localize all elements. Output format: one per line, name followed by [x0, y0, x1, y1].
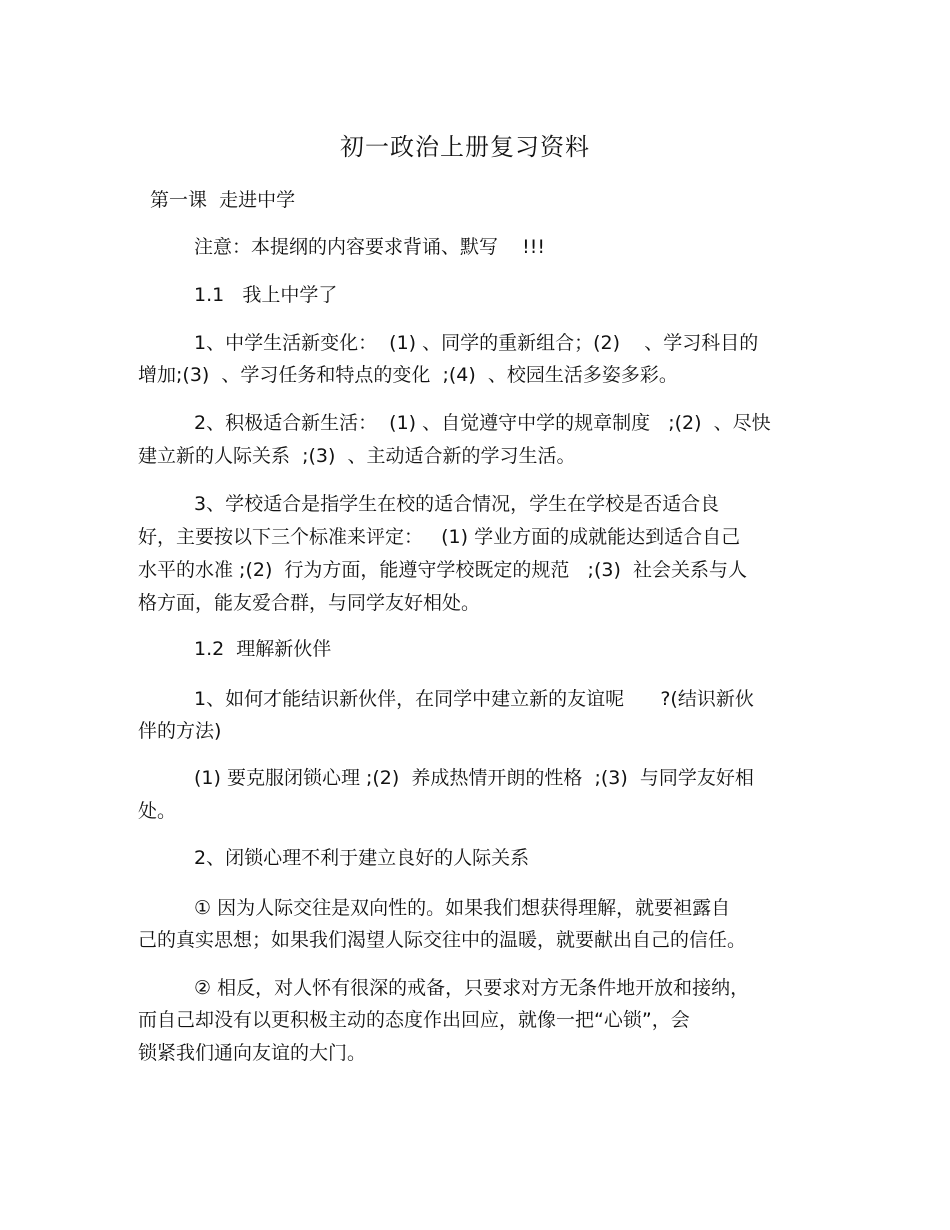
paragraph-line: 1、中学生活新变化： (1) 、同学的重新组合；(2) 、学习科目的	[194, 332, 759, 354]
paragraph-line: 增加;(3) 、学习任务和特点的变化 ;(4) 、校园生活多姿多彩。	[138, 364, 678, 386]
paragraph-line: (1) 要克服闭锁心理 ;(2) 养成热情开朗的性格 ;(3) 与同学友好相	[194, 767, 754, 789]
paragraph-line: 伴的方法)	[138, 720, 222, 742]
paragraph-line: ② 相反，对人怀有很深的戒备，只要求对方无条件地开放和接纳，	[194, 977, 750, 999]
section-heading-1-1: 1.1 我上中学了	[194, 284, 338, 306]
paragraph-line: 建立新的人际关系 ;(3) 、主动适合新的学习生活。	[138, 445, 576, 467]
paragraph-line: 己的真实思想；如果我们渴望人际交往中的温暖，就要献出自己的信任。	[138, 929, 747, 951]
paragraph-line: 好，主要按以下三个标准来评定： (1) 学业方面的成就能达到适合自己	[138, 526, 741, 548]
paragraph-line: 水平的水准 ;(2) 行为方面，能遵守学校既定的规范 ;(3) 社会关系与人	[138, 559, 747, 581]
paragraph-line: 2、积极适合新生活： (1) 、自觉遵守中学的规章制度 ;(2) 、尽快	[194, 412, 771, 434]
paragraph-line: 3、学校适合是指学生在校的适合情况，学生在学校是否适合良	[194, 493, 720, 515]
paragraph-line: 而自己却没有以更积极主动的态度作出回应，就像一把“心锁”，会	[138, 1009, 690, 1031]
page-title: 初一政治上册复习资料	[340, 133, 590, 161]
section-heading-1-2: 1.2 理解新伙伴	[194, 638, 332, 660]
paragraph-line: 格方面，能友爱合群，与同学友好相处。	[138, 592, 481, 614]
note-line: 注意：本提纲的内容要求背诵、默写 !!!	[194, 236, 546, 258]
paragraph-line: 锁紧我们通向友谊的大门。	[138, 1042, 367, 1064]
paragraph-line: 2、闭锁心理不利于建立良好的人际关系	[194, 847, 530, 869]
paragraph-line: 1、如何才能结识新伙伴，在同学中建立新的友谊呢 ?(结识新伙	[194, 688, 754, 710]
paragraph-line: ① 因为人际交往是双向性的。如果我们想获得理解，就要袒露自	[194, 897, 731, 919]
paragraph-line: 处。	[138, 800, 177, 822]
lesson-heading: 第一课 走进中学	[150, 189, 296, 211]
